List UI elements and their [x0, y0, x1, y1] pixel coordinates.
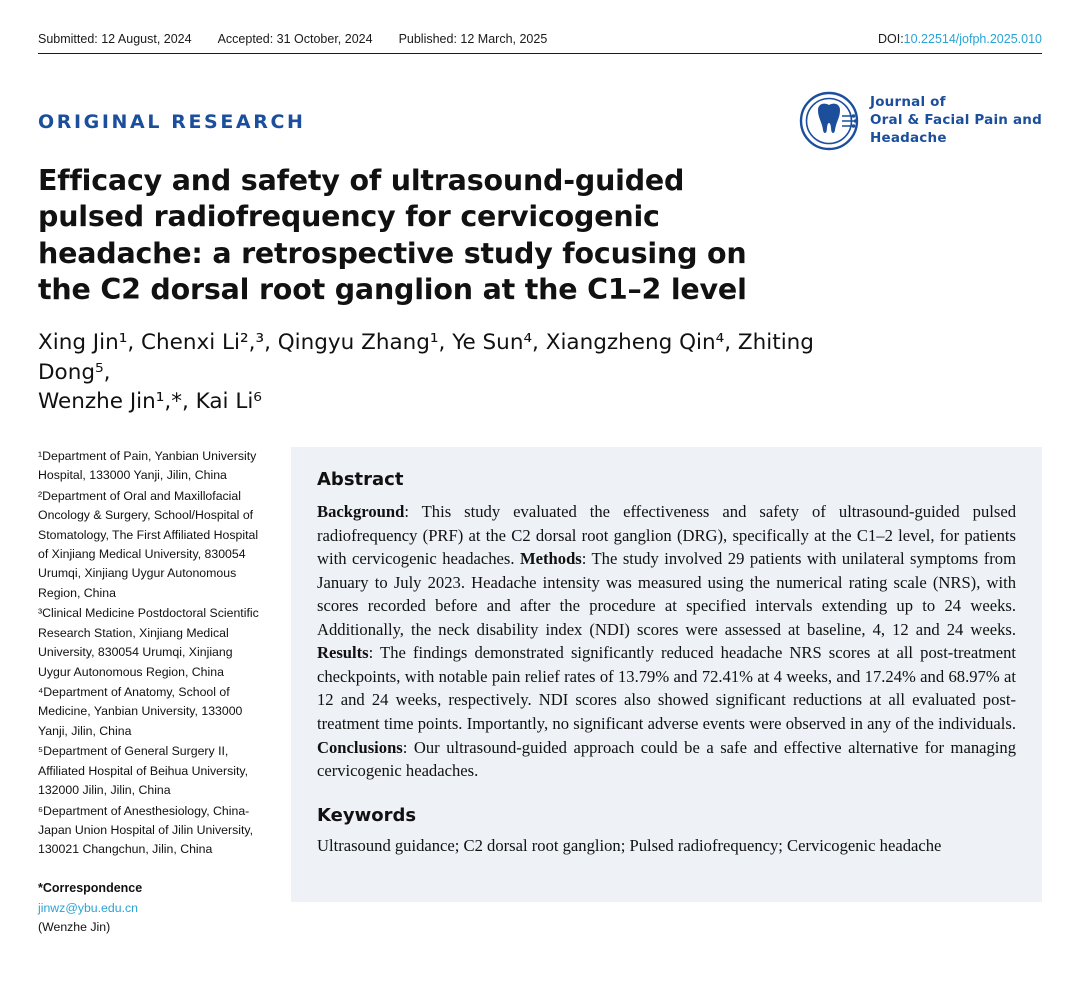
journal-name-line2: Oral & Facial Pain and	[869, 112, 1042, 129]
abstract-results-text: : The findings demonstrated significantly reduced headache NRS scores at all post-treatment checkpoints, with notable pain relief rates of 13.79% and 72.41% at 4 weeks, and 17.24% and 68.97% at 12 and 24 weeks, respectively. NDI scores also showed significant reductions at all evaluated post-treatment time points. Importantly, no significant adverse events were observed in any of the individuals.	[317, 643, 1016, 733]
publication-dates	[38, 32, 547, 46]
correspondence-email-link[interactable]: jinwz@ybu.edu.cn	[38, 900, 138, 915]
abstract-text	[317, 500, 1016, 783]
accepted-date: Accepted: 31 October, 2024	[217, 32, 373, 46]
abstract-background-text: : This study evaluated the effectiveness and safety of ultrasound-guided pulsed radiofrequency (PRF) at the C2 dorsal root ganglion (DRG), specifically at the C1–2 level, for patients with cervicogenic headaches.	[317, 501, 1016, 569]
affiliation-item: ³Clinical Medicine Postdoctoral Scientific Research Station, Xinjiang Medical University, 830054 Urumqi, Xinjiang Uygur Autonomous Region, China	[38, 606, 259, 679]
author-line-1: Xing Jin¹, Chenxi Li²,³, Qingyu Zhang¹, Ye Sun⁴, Xiangzheng Qin⁴, Zhiting Dong⁵,	[38, 329, 814, 385]
keywords-text: Ultrasound guidance; C2 dorsal root ganglion; Pulsed radiofrequency; Cervicogenic headache	[317, 835, 942, 855]
abstract-methods-label: Methods	[520, 549, 582, 569]
submitted-date: Submitted: 12 August, 2024	[38, 32, 192, 46]
affiliation-item: ¹Department of Pain, Yanbian University Hospital, 133000 Yanji, Jilin, China	[38, 448, 257, 483]
publication-meta-bar	[38, 0, 1042, 54]
article-body	[38, 447, 1042, 937]
affiliation-item: ⁴Department of Anatomy, School of Medicine, Yanbian University, 133000 Yanji, Jilin, China	[38, 685, 243, 738]
keywords-heading: Keywords	[317, 804, 417, 826]
affiliation-item: ⁶Department of Anesthesiology, China-Japan Union Hospital of Jilin University, 130021 Changchun, Jilin, China	[38, 803, 254, 857]
correspondence-name: (Wenzhe Jin)	[38, 919, 111, 934]
doi-block	[878, 32, 1042, 46]
tooth-head-circle-icon	[798, 90, 860, 152]
abstract-heading: Abstract	[317, 468, 404, 490]
journal-name-line3: Headache	[869, 129, 947, 146]
journal-logo	[798, 90, 1042, 152]
doi-label: DOI:	[877, 32, 904, 46]
affiliation-item: ⁵Department of General Surgery II, Affiliated Hospital of Beihua University, 132000 Jilin, Jilin, China	[38, 744, 249, 798]
affiliations-column	[38, 447, 265, 937]
published-date: Published: 12 March, 2025	[398, 32, 548, 46]
journal-name	[870, 94, 1042, 147]
affiliation-item: ²Department of Oral and Maxillofacial Oncology & Surgery, School/Hospital of Stomatology, The First Affiliated Hospital of Xinjiang Medical University, 830054 Urumqi, Xinjiang Uygur Autonomous Region, China	[38, 488, 259, 600]
journal-name-line1: Journal of	[869, 94, 946, 111]
abstract-conclusions-label: Conclusions	[317, 737, 403, 757]
abstract-panel	[291, 447, 1042, 902]
page-title: Efficacy and safety of ultrasound-guided pulsed radiofrequency for cervicogenic headache: a retrospective study focusing on the C2 dorsal root ganglion at the C1–2 level	[38, 164, 747, 307]
abstract-results-label: Results	[317, 643, 369, 663]
author-list	[38, 328, 828, 417]
correspondence-heading: *Correspondence	[38, 880, 143, 895]
doi-link[interactable]: 10.22514/jofph.2025.010	[903, 32, 1042, 46]
abstract-methods-text: : The study involved 29 patients with unilateral symptoms from January to July 2023. Headache intensity was measured using the numerical rating scale (NRS), with scores recorded before and after the procedure at specified intervals extending up to 24 weeks. Additionally, the neck disability index (NDI) scores were assessed at baseline, 4, 12 and 24 weeks.	[317, 549, 1016, 639]
abstract-background-label: Background	[317, 501, 405, 521]
author-line-2: Wenzhe Jin¹,*, Kai Li⁶	[38, 389, 262, 415]
article-type-kicker: ORIGINAL RESEARCH	[38, 111, 306, 133]
abstract-conclusions-text: : Our ultrasound-guided approach could be a safe and effective alternative for managing cervicogenic headaches.	[317, 737, 1016, 781]
